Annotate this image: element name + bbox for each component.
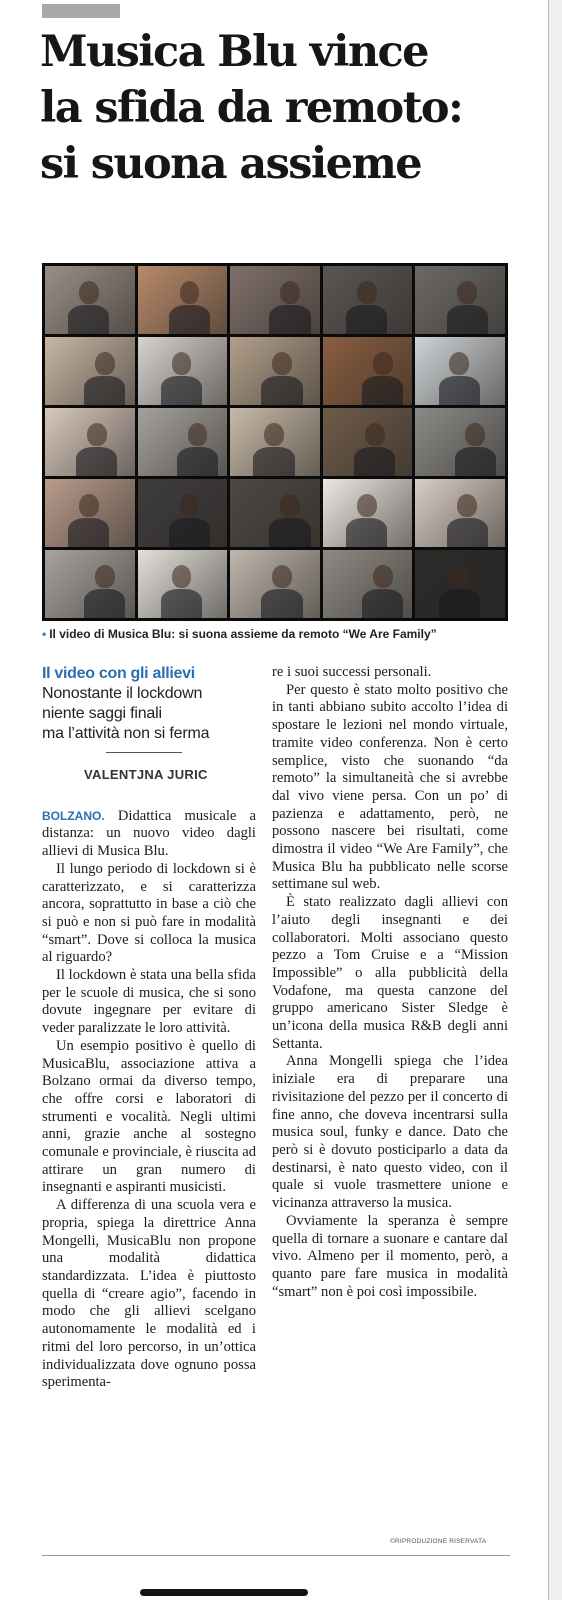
performer-silhouette — [280, 281, 300, 304]
performer-silhouette — [272, 565, 292, 588]
video-tile — [323, 479, 413, 547]
performer-silhouette — [172, 565, 192, 588]
video-tile — [230, 408, 320, 476]
performer-silhouette — [457, 494, 477, 517]
performer-body — [354, 447, 395, 476]
performer-body — [346, 518, 387, 547]
performer-silhouette — [280, 494, 300, 517]
performer-body — [362, 589, 403, 618]
byline-rule — [106, 752, 182, 753]
dateline: BOLZANO. — [42, 808, 105, 823]
video-collage-image — [42, 263, 508, 621]
paragraph: Ovviamente la speranza è sempre quella di tornare a suonare e cantare dal vivo. Almeno per il momento, però, a quanto pare fare musica in modalità “smart” non è poi così impossibile. — [272, 1212, 508, 1300]
video-tile — [230, 337, 320, 405]
paragraph: Per questo è stato molto positivo che in tanti abbiano subito accolto l’idea di spostare le lezioni nel mondo virtuale, tramite video conferenza. Non è certo semplice, visto che suonando “da remoto” la simultaneità che si avrebbe dal vivo viene persa. Con un po’ di pazienza e adattamento, però, ne possono nascere bei risultati, come dimostra il video “We Are Family”, che Musica Blu ha pubblicato nelle scorse settimane sul web. — [272, 681, 508, 893]
video-tile — [415, 479, 505, 547]
video-tile — [45, 337, 135, 405]
video-tile — [415, 337, 505, 405]
performer-body — [447, 305, 488, 334]
performer-body — [439, 376, 480, 405]
paragraph-text: Didattica musicale a distanza: un nuovo video dagli allievi di Musica Blu. — [42, 807, 256, 860]
video-tile — [45, 266, 135, 334]
headline-line: la sfida da remoto: — [40, 83, 463, 133]
video-tile — [230, 479, 320, 547]
video-tile — [415, 408, 505, 476]
performer-silhouette — [180, 281, 200, 304]
photo-caption — [42, 627, 522, 641]
performer-silhouette — [180, 494, 200, 517]
deck-line: niente saggi finali — [42, 705, 162, 722]
performer-body — [68, 305, 109, 334]
video-tile — [323, 337, 413, 405]
performer-silhouette — [357, 494, 377, 517]
paragraph: È stato realizzato dagli allievi con l’aiuto degli insegnanti e dei collaboratori. Molti associano questo pezzo a Tom Cruise e a “Mission Impossible” o alla pubblicità della Vodafone, ma questa canzone del gruppo americano Sister Sledge è un’icona della musica R&B degli anni Settanta. — [272, 894, 508, 1052]
performer-silhouette — [79, 494, 99, 517]
lead-paragraph — [42, 808, 256, 861]
video-tile — [138, 408, 228, 476]
performer-body — [161, 589, 202, 618]
headline-line: Musica Blu vince — [40, 27, 428, 77]
performer-silhouette — [365, 423, 385, 446]
performer-silhouette — [449, 565, 469, 588]
paragraph: Anna Mongelli spiega che l’idea iniziale era di preparare una rivisitazione del pezzo per il concerto di fine anno, che doveva incentrarsi sulla musica soul, funky e dance. Dato che però si è dovuto posticiparlo a data da destinarsi, è nato questo video, con il quale si vuole trasmettere unione e vicinanza attraverso la musica. — [272, 1053, 508, 1212]
performer-body — [253, 447, 294, 476]
performer-body — [362, 376, 403, 405]
performer-body — [76, 447, 117, 476]
headline-line: si suona assieme — [40, 139, 421, 189]
performer-body — [169, 305, 210, 334]
performer-body — [447, 518, 488, 547]
video-tile — [323, 550, 413, 618]
performer-body — [439, 589, 480, 618]
performer-silhouette — [373, 565, 393, 588]
paragraph: re i suoi successi personali. — [272, 664, 432, 680]
performer-body — [177, 447, 218, 476]
caption-text: Il video di Musica Blu: si suona assieme da remoto “We Are Family” — [49, 627, 437, 641]
headline — [40, 24, 540, 192]
byline: VALENTJNA JURIC — [84, 767, 208, 782]
video-tile — [45, 408, 135, 476]
performer-silhouette — [264, 423, 284, 446]
deck-line: ma l’attività non si ferma — [42, 725, 210, 742]
performer-silhouette — [79, 281, 99, 304]
video-tile — [138, 550, 228, 618]
kicker: Il video con gli allievi — [42, 665, 195, 682]
performer-silhouette — [87, 423, 107, 446]
video-tile — [138, 266, 228, 334]
article-column-left — [42, 664, 256, 1392]
performer-silhouette — [457, 281, 477, 304]
deck-line: Nonostante il lockdown — [42, 685, 203, 702]
paragraph: Un esempio positivo è quello di MusicaBlu, associazione attiva a Bolzano ormai da diverso tempo, che offre corsi e laboratori di strumenti e vocalità. Negli ultimi anni, grazie anche al sostegno comunale e provinciale, è riuscita ad attirare un gran numero di insegnanti e aspiranti musicisti. — [42, 1037, 256, 1196]
performer-silhouette — [95, 565, 115, 588]
performer-body — [261, 376, 302, 405]
paragraph: A differenza di una scuola vera e propria, spiega la direttrice Anna Mongelli, MusicaBlu non propone una modalità didattica standardizzata. L’idea è piuttosto quella di “creare agio”, facendo in modo che gli allievi scelgano autonomamente le modalità ed i ritmi del loro percorso, in un’ottica individualizzata dove ognuno possa sperimenta- — [42, 1197, 256, 1391]
page-bottom-rule — [42, 1555, 510, 1556]
video-tile — [138, 337, 228, 405]
article-column-right — [272, 664, 508, 1301]
copyright-notice: ©RIPRODUZIONE RISERVATA — [390, 1538, 487, 1545]
page-edge — [548, 0, 562, 1600]
performer-silhouette — [357, 281, 377, 304]
video-tile — [415, 550, 505, 618]
performer-body — [261, 589, 302, 618]
performer-silhouette — [188, 423, 208, 446]
performer-body — [346, 305, 387, 334]
video-tile — [45, 550, 135, 618]
performer-body — [84, 589, 125, 618]
video-tile — [45, 479, 135, 547]
caption-bullet-icon: • — [42, 627, 47, 641]
performer-body — [84, 376, 125, 405]
deck — [42, 684, 256, 744]
home-indicator-bar[interactable] — [140, 1589, 308, 1596]
video-tile — [323, 266, 413, 334]
performer-silhouette — [172, 352, 192, 375]
video-tile — [138, 479, 228, 547]
paragraph: Il lockdown è stata una bella sfida per le scuole di musica, che si sono dovute ingegnare per evitare di veder paralizzate le loro attività. — [42, 967, 256, 1037]
performer-silhouette — [449, 352, 469, 375]
video-tile — [230, 266, 320, 334]
performer-silhouette — [95, 352, 115, 375]
performer-silhouette — [465, 423, 485, 446]
performer-body — [161, 376, 202, 405]
performer-silhouette — [272, 352, 292, 375]
performer-body — [169, 518, 210, 547]
section-tag-bar — [42, 4, 120, 18]
video-tile — [415, 266, 505, 334]
performer-silhouette — [373, 352, 393, 375]
performer-body — [269, 305, 310, 334]
video-tile — [323, 408, 413, 476]
performer-body — [455, 447, 496, 476]
paragraph: Il lungo periodo di lockdown si è caratterizzato, e si caratterizza ancora, soprattutto in base a ciò che si può e non si può fare in modalità “smart”. Dove si colloca la musica al riguardo? — [42, 860, 256, 966]
performer-body — [269, 518, 310, 547]
performer-body — [68, 518, 109, 547]
video-tile — [230, 550, 320, 618]
